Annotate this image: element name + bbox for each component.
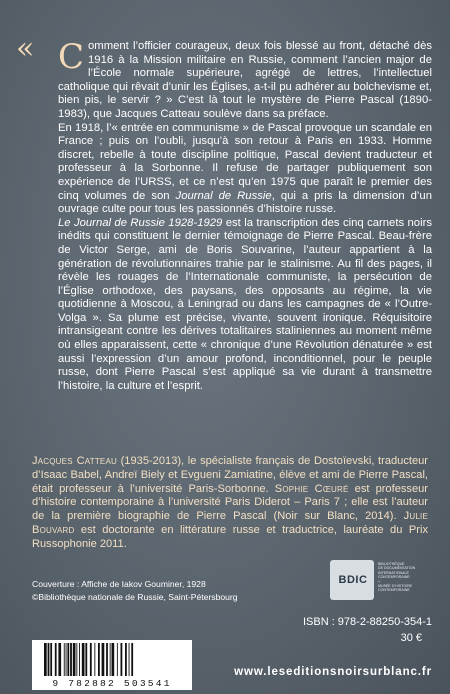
bdic-caption-line: + [378,579,381,584]
price-label: 30 € [400,632,422,644]
journal-title: Journal de Russie [175,189,272,202]
blurb-paragraph-1-text: omment l’officier courageux, deux fois blessé au front, détaché dès 1916 à la Mission militaire en Russie, comment l’ancien major de l’École normale supérieure, agrégé de lettres, l’intellectuel catholique qui rêvait d’unir les Églises, a-t-il pu adhérer au bolchevisme et, bien pis, le servir ? » C’est là tout le mystère de Pierre Pascal (1890-1983), que Jacques Catteau soulève dans sa préface. [58,40,432,120]
barcode-bar [67,643,69,676]
barcode-bar [125,643,127,676]
barcode-bar [76,643,77,676]
blurb-paragraph-2 [58,122,432,217]
blurb-paragraph-3 [58,217,432,394]
bio-text-catteau: (1935-2013), le spécialiste français de Dostoïevski, traducteur d’Isaac Babel, Andreï Biely et Evgueni Zamiatine, élève et ami de Pierre Pascal, était professeur à l’université Paris-Sorbonne. [32,455,429,495]
credit-line-1: Couverture : Affiche de Iakov Gouminer, 1928 [32,579,206,589]
bdic-logo-caption [378,562,432,593]
barcode-bar [73,643,76,676]
barcode-bar [50,643,52,676]
blurb-paragraph-2-a: En 1918, l’« entrée en communisme » de Pascal provoque un scandale en France ; puis on l’oubli, jusqu’à son retour à Paris en 1933. Homme discret, rebelle à toute discipline politique, Pascal devient traducteur et professeur à la Sorbonne. Il refuse de partager publiquement son expérience de l’URSS, et ce n’est qu’en 1975 que paraît le premier des cinq volumes de son [58,121,432,202]
bdic-caption-line: BIBLIOTHÈQUE [378,562,405,566]
bio-name-bouvard: Julie Bouvard [32,510,428,536]
barcode-bar [82,643,85,676]
isbn-label: ISBN : 978-2-88250-354-1 [302,616,432,628]
bio-name-coeure: Sophie Cœuré [274,482,349,495]
barcode-bar [85,643,87,676]
barcode-bar [79,643,80,676]
quote-mark: « [16,31,35,66]
barcode-bar [94,643,95,676]
barcode-bar [110,643,111,676]
barcode-bar [70,643,72,676]
contributors-bios [32,455,428,552]
barcode-bar [98,643,100,676]
bio-text-bouvard: est doctorante en littérature russe et traductrice, lauréate du Prix Russophonie 2011. [32,523,428,550]
barcode [32,640,192,690]
barcode-bar [44,643,47,676]
barcode-bar [58,643,61,676]
barcode-bar [102,643,105,676]
barcode-bar [48,643,50,676]
barcode-number: 9 782882 503541 [52,678,172,689]
bdic-caption-line: INTERNATIONALE [378,570,409,575]
bdic-logo [330,560,430,602]
barcode-bar [64,643,65,676]
blurb-paragraph-1 [58,37,432,122]
barcode-bar [131,643,133,676]
blurb-paragraph-3-b: est la transcription des cinq carnets noirs inédits qui constituent le dernier témoignage de Pierre Pascal. Beau-frère de Victor Serge, ami de Boris Souvarine, l’auteur appartient à la génération de révolutionnaires trahie par le stalinisme. Au fil des pages, il révèle les rouages de l’Internationale communiste, la persécution de l’Église orthodoxe, des paysans, des opposants au régime, la vie quotidienne à Moscou, à Leningrad ou dans les campagnes de « l’Outre-Volga ». Sa plume est précise, vivante, souvent ironique. Réquisitoire intransigeant contre les dérives totalitaires staliniennes au moment même où elles apparaissent, cette « chronique d’une Révolution dénaturée » est aussi l’expression d’un amour profond, inconditionnel, pour le peuple russe, dont Pierre Pascal s’est appliqué sa vie durant à transmettre l’histoire, la culture et l’esprit. [58,216,432,392]
publisher-website: www.leseditionsnoirsurblanc.fr [234,666,432,678]
bdic-caption-line: CONTEMPORAINE [378,588,410,593]
blurb-paragraph-2-b: , qui a pris la dimension d’un ouvrage culte pour tous les passionnés d’histoire russe. [58,189,432,216]
barcode-bar [90,643,92,676]
barcode-bar [112,643,115,676]
cover-credit [32,578,292,604]
book-title: Le Journal de Russie 1928-1929 [58,216,223,229]
barcode-bar [121,643,123,676]
barcode-bar [129,643,130,676]
bio-text-coeure: est professeur d’histoire contemporaine à l’université Paris Diderot – Paris 7 ; elle est l’auteur de la première biographie de Pierre Pascal (Noir sur Blanc, 2014). [32,482,428,523]
barcode-bar [106,643,108,676]
blurb-text [58,37,432,393]
bdic-logo-text: BDIC [338,574,368,586]
credit-line-2: ©Bibliothèque nationale de Russie, Saint-Pétersbourg [32,592,238,602]
bdic-caption-line: CONTEMPORAINE [378,575,410,580]
bdic-caption-line: DE DOCUMENTATION [378,566,416,571]
dropcap-letter: C [58,37,85,77]
barcode-bar [66,643,67,676]
bio-name-catteau: Jacques Catteau [32,455,117,467]
barcode-bar [117,643,118,676]
barcode-bars [32,640,192,678]
bdic-caption-line: MUSÉE D’HISTOIRE [378,584,413,589]
barcode-bar [55,643,57,676]
